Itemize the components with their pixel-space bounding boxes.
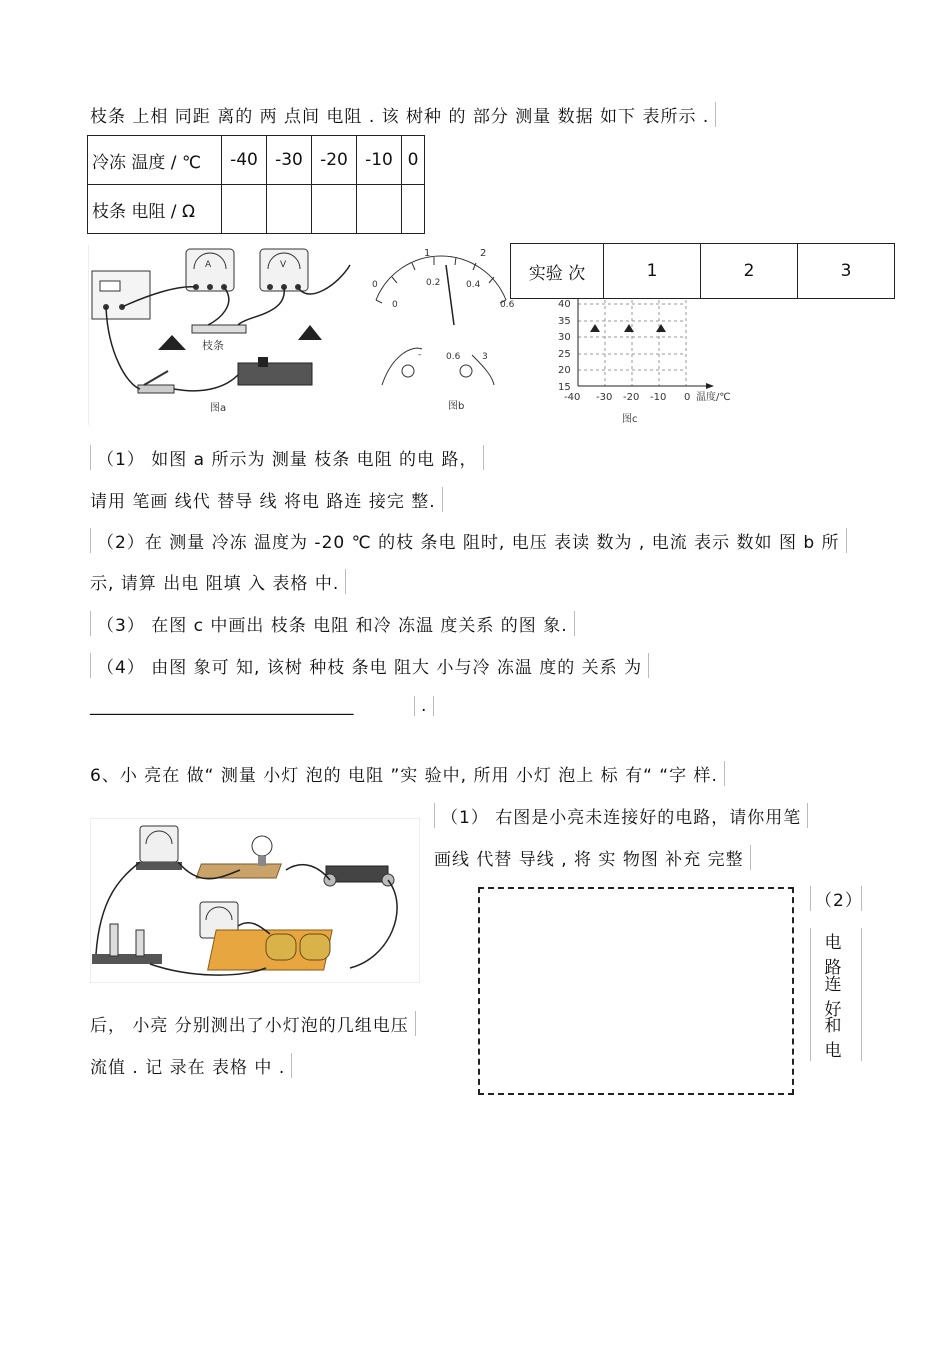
table-row-label: 冷冻 温度 / ℃: [88, 136, 222, 185]
figure-c-ytick: 20: [558, 365, 571, 376]
figure-c-ytick: 35: [558, 316, 571, 327]
svg-text:A: A: [205, 260, 212, 270]
figure-b-terminal-minus: -: [418, 350, 422, 360]
problem-6-q2-cell: 连 好: [810, 970, 862, 1020]
answer-blank[interactable]: _______________________________: [90, 696, 354, 716]
figure-b-terminal-3: 3: [482, 352, 488, 362]
problem-6-circuit-figure: [90, 818, 420, 983]
circuit-diagram-box[interactable]: [478, 887, 794, 1095]
table-header-label: 实验 次: [511, 244, 604, 299]
figure-b-ammeter-dial: [362, 245, 520, 425]
figure-b-terminal-06: 0.6: [446, 352, 461, 362]
question-1-line-1: （1） 如图 a 所示为 测量 枝条 电阻 的电 路，: [90, 445, 484, 470]
figure-a-caption: 图a: [210, 403, 227, 414]
figure-c-caption: 图c: [622, 414, 638, 425]
figure-c-xtick: -20: [623, 392, 640, 403]
question-4: （4） 由图 象可 知, 该树 种枝 条电 阻大 小与冷 冻温 度的 关系 为: [90, 653, 649, 678]
figure-a-branch-label: 枝条: [202, 339, 224, 352]
table-cell: [267, 185, 312, 234]
question-2-line-2: 示, 请算 出电 阻填 入 表格 中.: [90, 569, 346, 594]
figure-c-ytick: 30: [558, 332, 571, 343]
table-cell: -40: [222, 136, 267, 185]
table-cell: -10: [357, 136, 402, 185]
table-cell: -20: [312, 136, 357, 185]
table-cell: [222, 185, 267, 234]
problem-6-line-b: 流值 . 记 录在 表格 中 .: [90, 1053, 292, 1078]
table-header-cell: 2: [701, 244, 798, 299]
figure-c-xtick: 0: [684, 392, 691, 403]
figure-c-ytick: 25: [558, 349, 571, 360]
figure-b-left-zero: 0: [372, 280, 378, 290]
answer-blank-end: .: [414, 696, 434, 716]
figure-b-scale-top-2: 2: [480, 248, 487, 259]
figure-c-xlabel: 温度/℃: [696, 392, 731, 403]
figure-b-scale-06: 0.6: [500, 300, 515, 310]
intro-line: 枝条 上相 同距 离的 两 点间 电阻 . 该 树种 的 部分 测量 数据 如下 表所示 .: [90, 102, 716, 127]
table-cell: -30: [267, 136, 312, 185]
figure-c-xtick: -10: [650, 392, 667, 403]
figure-c-ytick: 15: [558, 382, 571, 393]
data-table-temperature: [87, 135, 425, 234]
data-table-trials: [510, 243, 895, 299]
figure-b-caption: 图b: [448, 401, 465, 412]
figure-a-circuit: [88, 245, 356, 425]
figure-c-xtick: -30: [596, 392, 613, 403]
figure-c-ytick: 40: [558, 299, 571, 310]
figure-b-needle: [446, 265, 454, 325]
table-cell: 0: [402, 136, 425, 185]
table-header-cell: 1: [604, 244, 701, 299]
table-cell: [357, 185, 402, 234]
figure-b-scale-02: 0.2: [426, 278, 441, 288]
table-row-label: 枝条 电阻 / Ω: [88, 185, 222, 234]
svg-text:V: V: [280, 260, 287, 270]
problem-6-q2-cell: 和 电: [810, 1011, 862, 1061]
question-1-line-2: 请用 笔画 线代 替导 线 将电 路连 接完 整.: [90, 487, 443, 512]
question-3: （3） 在图 c 中画出 枝条 电阻 和冷 冻温 度关系 的图 象.: [90, 611, 575, 636]
figure-c-graph: [556, 296, 746, 426]
table-cell: [312, 185, 357, 234]
figure-b-scale-top-1: 1: [424, 248, 431, 259]
figure-b-scale-0: 0: [392, 300, 398, 310]
figure-c-xtick: -40: [564, 392, 581, 403]
problem-6-line-a: 后， 小亮 分别测出了小灯泡的几组电压: [90, 1011, 416, 1036]
table-cell: [402, 185, 425, 234]
problem-6-title: 6、小 亮在 做“ 测量 小灯 泡的 电阻 ”实 验中, 所用 小灯 泡上 标 有“ “字 样.: [90, 761, 725, 786]
problem-6-q2-cell: （2）: [810, 886, 862, 911]
problem-6-q1-line-1: （1） 右图是小亮未连接好的电路，请你用笔: [434, 803, 808, 828]
problem-6-q2-cell: 电 路: [810, 928, 862, 978]
figure-b-scale-04: 0.4: [466, 280, 481, 290]
question-2-line-1: （2）在 测量 冷冻 温度为 -20 ℃ 的枝 条电 阻时, 电压 表读 数为 , 电流 表示 数如 图 b 所: [90, 528, 847, 553]
table-header-cell: 3: [798, 244, 895, 299]
problem-6-q1-line-2: 画线 代替 导线 , 将 实 物图 补充 完整: [434, 845, 751, 870]
